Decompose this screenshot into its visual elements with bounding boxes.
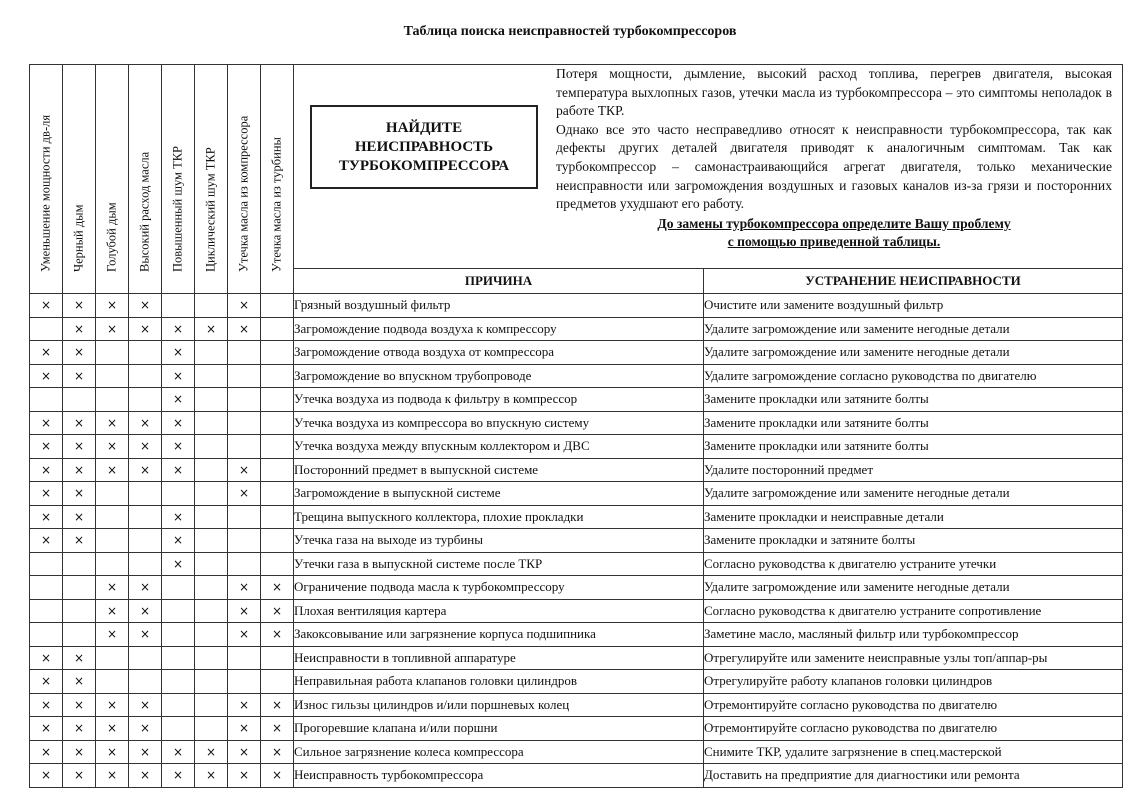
symptom-mark-cell: × [228, 482, 261, 506]
symptom-mark-cell [162, 599, 195, 623]
symptom-mark-cell [129, 388, 162, 412]
symptom-mark-cell [195, 341, 228, 365]
cause-cell: Неправильная работа клапанов головки цилиндров [294, 670, 704, 694]
table-row [30, 341, 1123, 365]
fix-cell: Согласно руководства к двигателю устраните утечки [704, 552, 1123, 576]
symptom-mark-cell [261, 364, 294, 388]
symptom-header: Уменьшение мощности дв-ля [30, 65, 63, 294]
symptom-mark-cell [96, 646, 129, 670]
symptom-mark-cell: × [228, 576, 261, 600]
symptom-mark-cell: × [228, 623, 261, 647]
table-row [30, 505, 1123, 529]
symptom-mark-cell: × [162, 317, 195, 341]
symptom-mark-cell: × [162, 529, 195, 553]
symptom-mark-cell [129, 364, 162, 388]
fix-cell: Доставить на предприятие для диагностики или ремонта [704, 764, 1123, 788]
symptom-mark-cell [195, 505, 228, 529]
symptom-mark-cell: × [162, 505, 195, 529]
symptom-mark-cell [228, 364, 261, 388]
symptom-mark-cell [162, 646, 195, 670]
fix-cell: Очистите или замените воздушный фильтр [704, 294, 1123, 318]
symptom-mark-cell [195, 670, 228, 694]
symptom-mark-cell [228, 435, 261, 459]
symptom-mark-cell [195, 552, 228, 576]
symptom-mark-cell: × [129, 599, 162, 623]
cause-cell: Трещина выпускного коллектора, плохие прокладки [294, 505, 704, 529]
symptom-mark-cell: × [63, 505, 96, 529]
symptom-mark-cell: × [129, 576, 162, 600]
symptom-mark-cell [195, 529, 228, 553]
symptom-mark-cell: × [96, 623, 129, 647]
call-to-action: До замены турбокомпрессора определите Вашу проблему [657, 215, 1011, 231]
symptom-mark-cell: × [96, 317, 129, 341]
table-row [30, 740, 1123, 764]
fix-cell: Заметине масло, масляный фильтр или турбокомпрессор [704, 623, 1123, 647]
symptom-mark-cell: × [30, 435, 63, 459]
cause-cell: Утечка воздуха из компрессора во впускную систему [294, 411, 704, 435]
symptom-header: Голубой дым [96, 65, 129, 294]
cause-cell: Сильное загрязнение колеса компрессора [294, 740, 704, 764]
symptom-mark-cell [30, 599, 63, 623]
symptom-mark-cell [162, 576, 195, 600]
symptom-mark-cell [261, 458, 294, 482]
symptom-mark-cell: × [129, 435, 162, 459]
symptom-mark-cell: × [63, 693, 96, 717]
symptom-mark-cell: × [162, 411, 195, 435]
symptom-mark-cell [195, 458, 228, 482]
symptom-mark-cell: × [63, 341, 96, 365]
fix-cell: Отрегулируйте или замените неисправные узлы топ/аппар-ры [704, 646, 1123, 670]
fix-cell: Отремонтируйте согласно руководства по двигателю [704, 717, 1123, 741]
symptom-mark-cell: × [261, 740, 294, 764]
table-row [30, 693, 1123, 717]
symptom-mark-cell [63, 599, 96, 623]
fix-cell: Замените прокладки или затяните болты [704, 411, 1123, 435]
symptom-mark-cell [96, 529, 129, 553]
symptom-mark-cell: × [129, 623, 162, 647]
symptom-mark-cell: × [228, 717, 261, 741]
table-row [30, 294, 1123, 318]
symptom-mark-cell: × [63, 482, 96, 506]
table-row [30, 764, 1123, 788]
symptom-mark-cell: × [129, 317, 162, 341]
symptom-mark-cell: × [129, 458, 162, 482]
symptom-mark-cell: × [96, 435, 129, 459]
symptom-mark-cell [162, 693, 195, 717]
symptom-mark-cell: × [30, 411, 63, 435]
table-row [30, 364, 1123, 388]
cause-cell: Загромождение отвода воздуха от компрессора [294, 341, 704, 365]
symptom-mark-cell: × [162, 552, 195, 576]
symptom-mark-cell: × [129, 717, 162, 741]
symptom-mark-cell: × [63, 529, 96, 553]
symptom-mark-cell [195, 693, 228, 717]
symptom-mark-cell [228, 388, 261, 412]
symptom-mark-cell [195, 388, 228, 412]
fix-cell: Снимите ТКР, удалите загрязнение в спец.мастерской [704, 740, 1123, 764]
symptom-mark-cell [162, 482, 195, 506]
symptom-mark-cell [129, 552, 162, 576]
symptom-mark-cell: × [63, 317, 96, 341]
symptom-mark-cell [228, 646, 261, 670]
symptom-mark-cell [195, 623, 228, 647]
fix-cell: Замените прокладки или затяните болты [704, 388, 1123, 412]
symptom-mark-cell: × [96, 599, 129, 623]
table-row [30, 717, 1123, 741]
description-paragraph: Однако все это часто несправедливо относят к неисправности турбокомпрессора, так как дефекты других деталей двигателя приводят к аналогичным симптомам. Так как турбокомпрессор – самонастраивающийся агрегат двигателя, только механические неисправности или загромождения воздушных и газовых каналов из-за грязи и посторонних предметов ухудшают его работу. [556, 121, 1112, 212]
cause-cell: Ограничение подвода масла к турбокомпрессору [294, 576, 704, 600]
symptom-mark-cell [96, 341, 129, 365]
symptom-mark-cell [228, 341, 261, 365]
cause-cell: Утечка газа на выходе из турбины [294, 529, 704, 553]
cause-cell: Загромождение подвода воздуха к компрессору [294, 317, 704, 341]
symptom-mark-cell: × [30, 717, 63, 741]
symptom-mark-cell: × [228, 764, 261, 788]
symptom-mark-cell [96, 482, 129, 506]
symptom-mark-cell: × [162, 435, 195, 459]
symptom-mark-cell: × [63, 670, 96, 694]
symptom-mark-cell [195, 294, 228, 318]
symptom-mark-cell: × [63, 364, 96, 388]
table-row [30, 670, 1123, 694]
cause-cell: Грязный воздушный фильтр [294, 294, 704, 318]
symptom-mark-cell [228, 411, 261, 435]
cause-cell: Загромождение в выпускной системе [294, 482, 704, 506]
table-row [30, 482, 1123, 506]
symptom-mark-cell [261, 529, 294, 553]
symptom-mark-cell [261, 411, 294, 435]
symptom-mark-cell: × [63, 717, 96, 741]
symptom-mark-cell: × [228, 599, 261, 623]
symptom-mark-cell: × [162, 458, 195, 482]
symptom-mark-cell [63, 623, 96, 647]
find-fault-box: НАЙДИТЕ НЕИСПРАВНОСТЬ ТУРБОКОМПРЕССОРА [310, 105, 538, 189]
page-title: Таблица поиска неисправностей турбокомпрессоров [403, 24, 737, 39]
cause-cell: Закоксовывание или загрязнение корпуса подшипника [294, 623, 704, 647]
symptom-mark-cell [261, 435, 294, 459]
symptom-mark-cell [195, 435, 228, 459]
cause-cell: Загромождение во впускном трубопроводе [294, 364, 704, 388]
symptom-mark-cell [63, 388, 96, 412]
symptom-mark-cell: × [129, 294, 162, 318]
symptom-mark-cell: × [30, 294, 63, 318]
symptom-mark-cell [30, 317, 63, 341]
symptom-mark-cell [63, 552, 96, 576]
fix-cell: Удалите загромождение или замените негодные детали [704, 576, 1123, 600]
symptom-mark-cell: × [96, 717, 129, 741]
symptom-mark-cell: × [30, 740, 63, 764]
symptom-mark-cell: × [30, 529, 63, 553]
cause-cell: Утечка воздуха между впускным коллектором и ДВС [294, 435, 704, 459]
table-row [30, 435, 1123, 459]
symptom-mark-cell: × [30, 341, 63, 365]
symptom-mark-cell: × [261, 764, 294, 788]
symptom-mark-cell: × [162, 388, 195, 412]
symptom-mark-cell: × [96, 411, 129, 435]
fix-cell: Замените прокладки или затяните болты [704, 435, 1123, 459]
symptom-mark-cell [195, 411, 228, 435]
fix-cell: Отремонтируйте согласно руководства по двигателю [704, 693, 1123, 717]
symptom-mark-cell [162, 670, 195, 694]
table-row [30, 552, 1123, 576]
info-panel [294, 65, 1123, 269]
symptom-mark-cell [195, 364, 228, 388]
symptom-mark-cell: × [195, 317, 228, 341]
symptom-mark-cell: × [96, 576, 129, 600]
cause-header: ПРИЧИНА [294, 269, 704, 294]
table-row [30, 317, 1123, 341]
symptom-mark-cell [96, 505, 129, 529]
symptom-mark-cell [96, 670, 129, 694]
symptom-mark-cell [195, 482, 228, 506]
symptom-mark-cell [30, 576, 63, 600]
symptom-mark-cell: × [162, 364, 195, 388]
cause-cell: Посторонний предмет в выпускной системе [294, 458, 704, 482]
table-row [30, 646, 1123, 670]
fix-cell: Удалите загромождение или замените негодные детали [704, 482, 1123, 506]
symptom-mark-cell [261, 482, 294, 506]
table-row [30, 599, 1123, 623]
symptom-mark-cell [228, 529, 261, 553]
symptom-mark-cell [261, 646, 294, 670]
table-row [30, 576, 1123, 600]
cause-cell: Плохая вентиляция картера [294, 599, 704, 623]
cause-cell: Утечка воздуха из подвода к фильтру в компрессор [294, 388, 704, 412]
symptom-mark-cell: × [96, 740, 129, 764]
symptom-mark-cell: × [129, 740, 162, 764]
symptom-mark-cell [195, 646, 228, 670]
symptom-mark-cell: × [195, 740, 228, 764]
symptom-mark-cell [129, 505, 162, 529]
table-row [30, 388, 1123, 412]
symptom-mark-cell: × [261, 623, 294, 647]
fix-cell: Замените прокладки и неисправные детали [704, 505, 1123, 529]
symptom-mark-cell: × [129, 693, 162, 717]
cause-cell: Износ гильзы цилиндров и/или поршневых колец [294, 693, 704, 717]
symptom-mark-cell [162, 623, 195, 647]
symptom-mark-cell: × [30, 670, 63, 694]
table-row [30, 529, 1123, 553]
symptom-mark-cell: × [261, 576, 294, 600]
symptom-header: Утечка масла из компрессора [228, 65, 261, 294]
symptom-mark-cell: × [63, 435, 96, 459]
symptom-mark-cell: × [261, 693, 294, 717]
fix-cell: Удалите посторонний предмет [704, 458, 1123, 482]
symptom-header: Черный дым [63, 65, 96, 294]
symptom-mark-cell: × [63, 294, 96, 318]
symptom-mark-cell: × [261, 599, 294, 623]
table-row [30, 411, 1123, 435]
symptom-mark-cell: × [30, 764, 63, 788]
symptom-mark-cell: × [228, 317, 261, 341]
cause-cell: Неисправность турбокомпрессора [294, 764, 704, 788]
symptom-mark-cell: × [195, 764, 228, 788]
cause-cell: Неисправности в топливной аппаратуре [294, 646, 704, 670]
cause-cell: Утечки газа в выпускной системе после ТКР [294, 552, 704, 576]
description [538, 65, 1122, 268]
symptom-mark-cell [195, 717, 228, 741]
symptom-mark-cell: × [30, 646, 63, 670]
fix-cell: Отрегулируйте работу клапанов головки цилиндров [704, 670, 1123, 694]
fix-cell: Замените прокладки и затяните болты [704, 529, 1123, 553]
symptom-mark-cell [228, 552, 261, 576]
symptom-mark-cell [96, 364, 129, 388]
symptom-mark-cell [162, 717, 195, 741]
header-top-row [30, 65, 1123, 269]
symptom-mark-cell: × [162, 764, 195, 788]
symptom-mark-cell: × [228, 294, 261, 318]
call-to-action: с помощью приведенной таблицы. [727, 233, 941, 249]
symptom-mark-cell [129, 341, 162, 365]
symptom-mark-cell: × [63, 646, 96, 670]
symptom-mark-cell: × [228, 740, 261, 764]
symptom-mark-cell [261, 388, 294, 412]
symptom-mark-cell: × [96, 458, 129, 482]
fix-cell: Удалите загромождение или замените негодные детали [704, 341, 1123, 365]
symptom-mark-cell: × [30, 693, 63, 717]
fix-cell: Согласно руководства к двигателю устраните сопротивление [704, 599, 1123, 623]
symptom-mark-cell: × [63, 411, 96, 435]
fix-header: УСТРАНЕНИЕ НЕИСПРАВНОСТИ [704, 269, 1123, 294]
symptom-mark-cell [261, 317, 294, 341]
symptom-mark-cell [195, 576, 228, 600]
symptom-mark-cell: × [261, 717, 294, 741]
fix-cell: Удалите загромождение или замените негодные детали [704, 317, 1123, 341]
symptom-header: Утечка масла из турбины [261, 65, 294, 294]
symptom-mark-cell: × [63, 764, 96, 788]
symptom-mark-cell [129, 646, 162, 670]
symptom-mark-cell [63, 576, 96, 600]
symptom-mark-cell: × [63, 458, 96, 482]
table-row [30, 458, 1123, 482]
symptom-mark-cell: × [129, 764, 162, 788]
symptom-mark-cell [96, 552, 129, 576]
symptom-mark-cell [30, 552, 63, 576]
symptom-mark-cell [261, 341, 294, 365]
symptom-mark-cell [96, 388, 129, 412]
troubleshooting-table [29, 64, 1123, 788]
symptom-mark-cell [129, 670, 162, 694]
symptom-mark-cell: × [228, 458, 261, 482]
symptom-mark-cell: × [129, 411, 162, 435]
symptom-mark-cell [30, 388, 63, 412]
description-paragraph: Потеря мощности, дымление, высокий расход топлива, перегрев двигателя, высокая температура выхлопных газов, утечки масла из турбокомпрессора – это симптомы неполадок в работе ТКР. [556, 66, 1112, 119]
symptom-mark-cell: × [63, 740, 96, 764]
symptom-mark-cell [228, 670, 261, 694]
symptom-header: Циклический шум ТКР [195, 65, 228, 294]
symptom-header: Высокий расход масла [129, 65, 162, 294]
symptom-mark-cell [162, 294, 195, 318]
cause-cell: Прогоревшие клапана и/или поршни [294, 717, 704, 741]
symptom-mark-cell: × [162, 740, 195, 764]
symptom-mark-cell [261, 294, 294, 318]
symptom-mark-cell: × [96, 294, 129, 318]
symptom-mark-cell [261, 505, 294, 529]
symptom-mark-cell [30, 623, 63, 647]
symptom-mark-cell: × [30, 364, 63, 388]
table-row [30, 623, 1123, 647]
symptom-mark-cell: × [96, 693, 129, 717]
symptom-header: Повышенный шум ТКР [162, 65, 195, 294]
fix-cell: Удалите загромождение согласно руководства по двигателю [704, 364, 1123, 388]
symptom-mark-cell [261, 552, 294, 576]
symptom-mark-cell: × [30, 482, 63, 506]
symptom-mark-cell: × [30, 505, 63, 529]
symptom-mark-cell: × [162, 341, 195, 365]
symptom-mark-cell [129, 529, 162, 553]
symptom-mark-cell: × [96, 764, 129, 788]
symptom-mark-cell: × [30, 458, 63, 482]
symptom-mark-cell [129, 482, 162, 506]
symptom-mark-cell: × [228, 693, 261, 717]
symptom-mark-cell [228, 505, 261, 529]
symptom-mark-cell [195, 599, 228, 623]
symptom-mark-cell [261, 670, 294, 694]
